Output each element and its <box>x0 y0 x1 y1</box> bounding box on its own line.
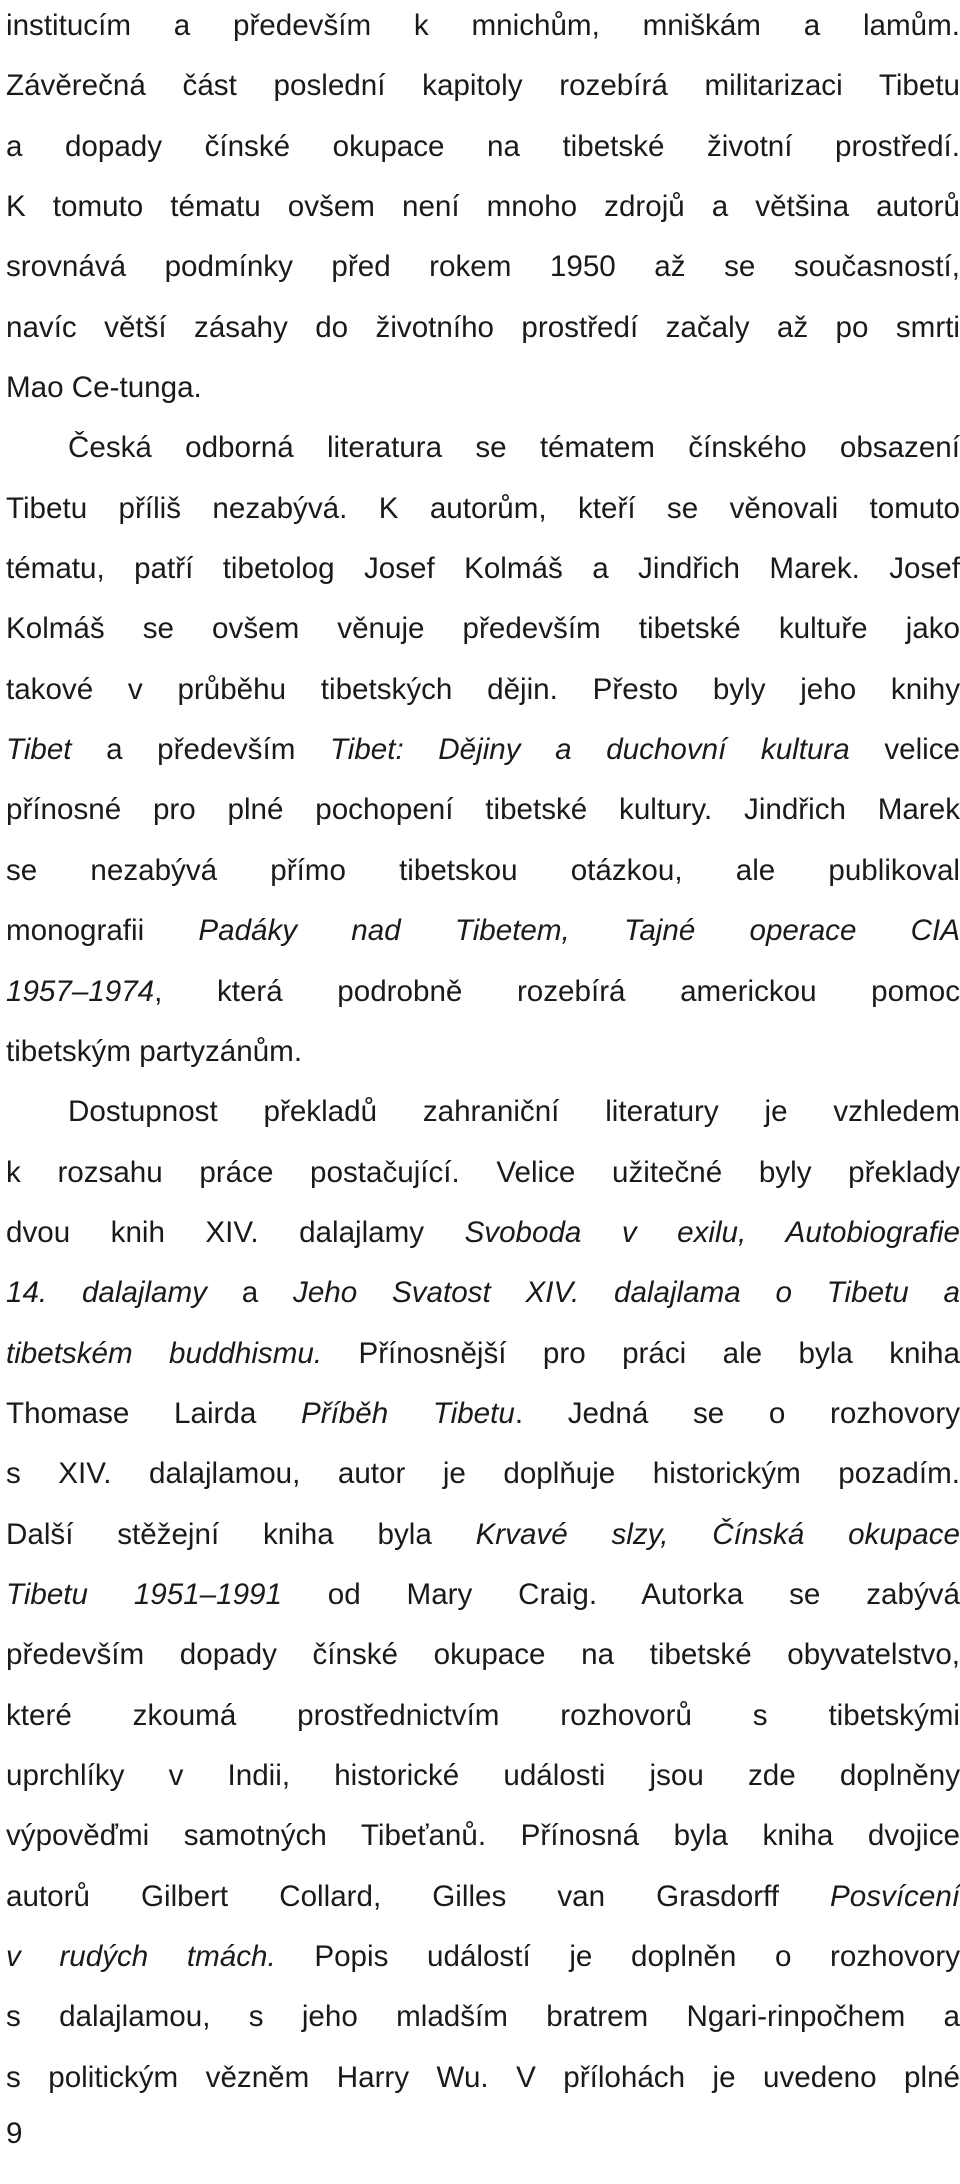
text-run: tibetským partyzánům. <box>6 1034 303 1068</box>
italic-title: Tibetu 1951–1991 <box>6 1577 282 1611</box>
text-run: monografii <box>6 914 199 948</box>
text-line <box>6 479 960 539</box>
text-line <box>6 1505 960 1565</box>
text-run: takové v průběhu tibetských dějin. Přesto byly jeho knihy <box>6 672 960 706</box>
text-run: které zkoumá prostřednictvím rozhovorů s tibetskými <box>6 1698 960 1732</box>
text-line <box>6 1082 960 1142</box>
text-run: Thomase Lairda <box>6 1396 301 1430</box>
text-run: srovnává podmínky před rokem 1950 až se současností, <box>6 250 960 284</box>
text-run: a především <box>71 733 330 767</box>
text-run: , která podrobně rozebírá americkou pomoc <box>154 974 960 1008</box>
text-line <box>6 177 960 237</box>
text-run: Kolmáš se ovšem věnuje především tibetské kultuře jako <box>6 612 960 646</box>
text-run: K tomuto tématu ovšem není mnoho zdrojů a většina autorů <box>6 190 960 224</box>
text-line <box>6 117 960 177</box>
italic-title: tibetském buddhismu. <box>6 1336 323 1370</box>
italic-title: Tibet <box>6 733 72 767</box>
text-line <box>6 901 960 961</box>
text-line <box>6 1444 960 1504</box>
text-line <box>6 1806 960 1866</box>
text-run: výpověďmi samotných Tibeťanů. Přínosná byla kniha dvojice <box>6 1819 960 1853</box>
text-line <box>6 56 960 116</box>
text-line <box>6 1625 960 1685</box>
italic-title: Tibet: Dějiny a duchovní kultura <box>329 733 850 767</box>
text-line <box>6 539 960 599</box>
text-line <box>6 358 960 418</box>
italic-title: Jeho Svatost XIV. dalajlama o Tibetu a <box>293 1276 960 1310</box>
text-line <box>6 1927 960 1987</box>
text-line <box>6 962 960 1022</box>
text-run: Přínosnější pro práci ale byla kniha <box>322 1336 960 1370</box>
text-run: především dopady čínské okupace na tibetské obyvatelstvo, <box>6 1638 960 1672</box>
text-line <box>6 720 960 780</box>
text-line <box>6 1867 960 1927</box>
text-line <box>6 1263 960 1323</box>
italic-title: Svoboda v exilu, Autobiografie <box>464 1215 960 1249</box>
text-line <box>6 1022 960 1082</box>
text-run: s dalajlamou, s jeho mladším bratrem Ngari-rinpočhem a <box>6 2000 960 2034</box>
text-line <box>6 298 960 358</box>
body-text <box>6 0 960 2108</box>
text-run: se nezabývá přímo tibetskou otázkou, ale publikoval <box>6 853 960 887</box>
text-line <box>6 1203 960 1263</box>
italic-title: v rudých tmách. <box>6 1940 276 1973</box>
page-number: 9 <box>6 2117 23 2150</box>
text-line <box>6 0 960 56</box>
text-run: přínosné pro plné pochopení tibetské kultury. Jindřich Marek <box>6 793 960 827</box>
italic-title: 1957–1974 <box>6 974 155 1008</box>
text-line <box>6 841 960 901</box>
text-line <box>6 1746 960 1806</box>
italic-title: Krvavé slzy, Čínská okupace <box>475 1517 960 1551</box>
text-run: dvou knih XIV. dalajlamy <box>6 1215 465 1249</box>
text-run: uprchlíky v Indii, historické události jsou zde doplněny <box>6 1758 960 1792</box>
italic-title: Příběh Tibetu <box>300 1396 515 1430</box>
text-run: velice <box>849 733 960 767</box>
italic-title: Padáky nad Tibetem, Tajné operace CIA <box>198 914 960 948</box>
text-run: Dostupnost překladů zahraniční literatury je vzhledem <box>68 1095 960 1129</box>
text-line <box>6 660 960 720</box>
text-line <box>6 2048 960 2108</box>
text-run: s XIV. dalajlamou, autor je doplňuje historickým pozadím. <box>6 1457 960 1491</box>
text-line <box>6 780 960 840</box>
text-run: autorů Gilbert Collard, Gilles van Grasdorff <box>6 1879 831 1913</box>
text-line <box>6 1143 960 1203</box>
italic-title: 14. dalajlamy <box>6 1276 207 1310</box>
text-line <box>6 418 960 478</box>
text-line <box>6 237 960 297</box>
text-line <box>6 1686 960 1746</box>
text-line <box>6 1987 960 2047</box>
text-run: Česká odborná literatura se tématem čínského obsazení <box>68 431 960 465</box>
text-run: Popis událostí je doplněn o rozhovory <box>275 1940 960 1973</box>
text-run: s politickým vězněm Harry Wu. V přílohách je uvedeno plné <box>6 2060 960 2094</box>
text-run: . Jedná se o rozhovory <box>514 1396 960 1430</box>
text-run: navíc větší zásahy do životního prostředí začaly až po smrti <box>6 310 960 344</box>
text-line <box>6 1565 960 1625</box>
text-line <box>6 1324 960 1384</box>
text-run: Tibetu příliš nezabývá. K autorům, kteří se věnovali tomuto <box>6 491 960 525</box>
text-line <box>6 1384 960 1444</box>
text-run: od Mary Craig. Autorka se zabývá <box>281 1577 960 1611</box>
text-run: k rozsahu práce postačující. Velice užitečné byly překlady <box>6 1155 960 1189</box>
text-run: a <box>206 1276 294 1310</box>
text-run: Další stěžejní kniha byla <box>6 1517 476 1551</box>
italic-title: Posvícení <box>830 1879 960 1913</box>
text-run: Mao Ce-tunga. <box>6 371 202 405</box>
text-run: institucím a především k mnichům, mniškám a lamům. <box>6 9 960 42</box>
text-run: Závěrečná část poslední kapitoly rozebírá militarizaci Tibetu <box>6 69 960 103</box>
text-run: a dopady čínské okupace na tibetské životní prostředí. <box>6 129 960 163</box>
text-line <box>6 599 960 659</box>
text-run: tématu, patří tibetolog Josef Kolmáš a Jindřich Marek. Josef <box>6 552 960 586</box>
